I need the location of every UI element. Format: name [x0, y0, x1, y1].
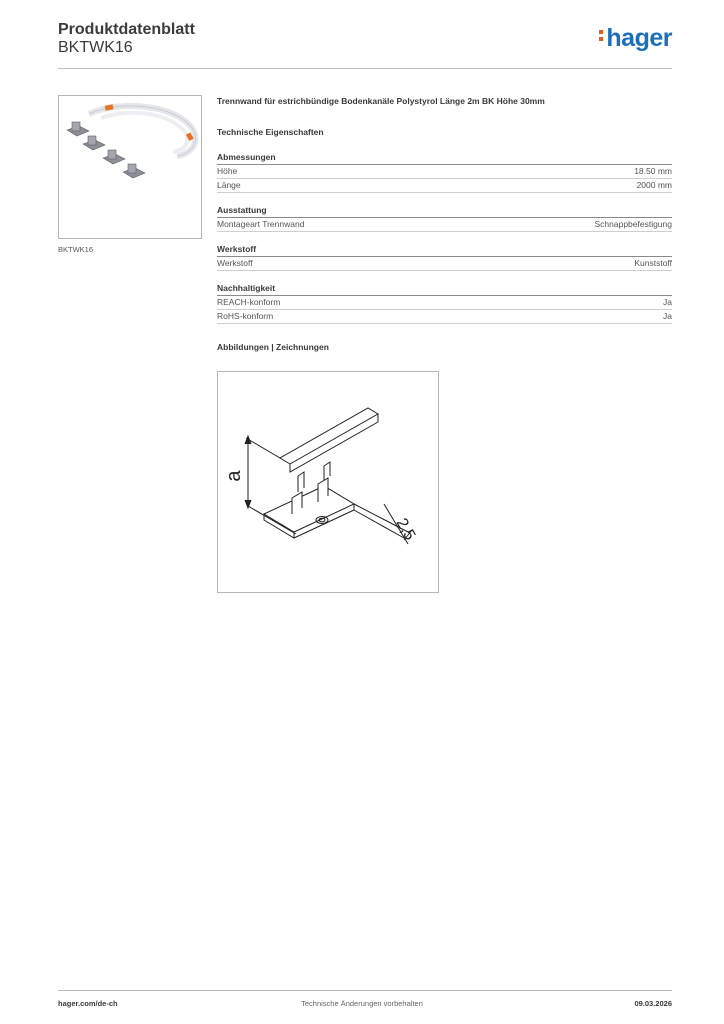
spec-label: Länge [217, 180, 241, 190]
technical-drawing [217, 371, 439, 593]
specs-heading: Technische Eigenschaften [217, 127, 324, 137]
spec-row [217, 296, 672, 310]
divider-clip-drawing-icon [218, 372, 438, 592]
product-description: Trennwand für estrichbündige Bodenkanäle Polystyrol Länge 2m BK Höhe 30mm [217, 96, 545, 106]
spec-row [217, 179, 672, 193]
spec-label: REACH-konform [217, 297, 281, 307]
spec-group-title: Abmessungen [217, 152, 672, 165]
spec-row [217, 257, 672, 271]
spec-group-abmessungen [217, 152, 672, 193]
spec-group-nachhaltigkeit [217, 283, 672, 324]
logo-text: hager [606, 24, 672, 52]
spec-row [217, 310, 672, 324]
spec-group-werkstoff [217, 244, 672, 271]
spec-row [217, 218, 672, 232]
spec-value: 2000 mm [636, 180, 672, 190]
spec-column [217, 96, 672, 352]
drawings-heading: Abbildungen | Zeichnungen [217, 342, 329, 352]
spec-label: Höhe [217, 166, 238, 176]
product-photo-icon [59, 96, 201, 238]
spec-row [217, 165, 672, 179]
footer-notice: Technische Änderungen vorbehalten [301, 999, 423, 1008]
spec-label: Werkstoff [217, 258, 253, 268]
header-divider [58, 68, 672, 69]
footer-divider [58, 990, 672, 991]
spec-group-title: Werkstoff [217, 244, 672, 257]
hager-logo [599, 26, 672, 51]
spec-value: 18.50 mm [634, 166, 672, 176]
spec-label: Montageart Trennwand [217, 219, 305, 229]
footer-website[interactable]: hager.com/de-ch [58, 999, 118, 1008]
spec-group-ausstattung [217, 205, 672, 232]
spec-value: Ja [663, 297, 672, 307]
dimension-label-a: a [223, 470, 245, 482]
spec-group-title: Ausstattung [217, 205, 672, 218]
spec-group-title: Nachhaltigkeit [217, 283, 672, 296]
logo-dots-icon [599, 27, 604, 44]
spec-value: Kunststoff [634, 258, 672, 268]
spec-value: Schnappbefestigung [594, 219, 672, 229]
dimension-label-2-5: 2,5 [392, 515, 419, 544]
spec-value: Ja [663, 311, 672, 321]
product-photo [58, 95, 202, 239]
spec-label: RoHS-konform [217, 311, 274, 321]
page-title: Produktdatenblatt [58, 21, 195, 38]
photo-caption: BKTWK16 [58, 245, 94, 254]
footer-date: 09.03.2026 [634, 999, 672, 1008]
product-code: BKTWK16 [58, 39, 133, 56]
